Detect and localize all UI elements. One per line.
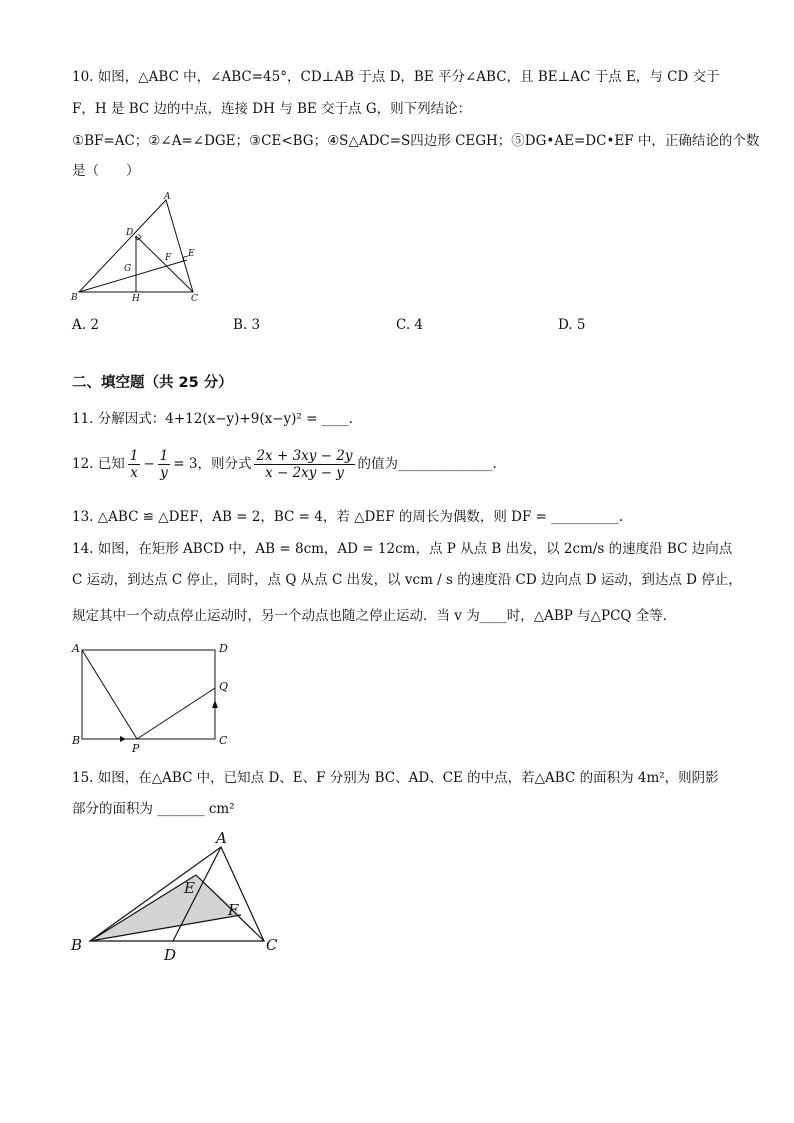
q12-prefix: 12. 已知 xyxy=(72,456,125,472)
q10-label-d: D xyxy=(126,228,134,238)
q10-label-g: G xyxy=(124,264,132,274)
q12-frac-3: $\frac{2x + 3xy - 2y}{x - 2xy - y}$ xyxy=(256,448,353,481)
q10-label-f: F xyxy=(165,253,172,263)
q12-minus: − xyxy=(143,456,155,472)
q15-label-b: B xyxy=(71,936,83,954)
q12-text xyxy=(72,448,497,481)
q15-label-d: D xyxy=(164,946,177,964)
q10-label-e: E xyxy=(188,249,195,259)
q15-figure xyxy=(66,826,296,966)
q11-text: 11. 分解因式：4+12(x−y)+9(x−y)² = ____. xyxy=(72,411,354,427)
q10-figure xyxy=(68,190,208,310)
q14-line2: C 运动，到达点 C 停止，同时，点 Q 从点 C 出发，以 vcm / s 的速度沿 CD 边向点 D 运动，到达点 D 停止， xyxy=(72,572,742,588)
q14-label-a: A xyxy=(72,642,80,655)
q10-line1: 10. 如图，△ABC 中，∠ABC=45°，CD⊥AB 于点 D，BE 平分∠ABC，且 BE⊥AC 于点 E，与 CD 交于 xyxy=(72,69,720,85)
q14-label-d: D xyxy=(219,642,228,655)
q15-label-f: F xyxy=(228,901,239,919)
q14-figure xyxy=(66,638,246,756)
q10-line4: 是（ ） xyxy=(72,163,140,179)
q15-line2: 部分的面积为 _______ cm² xyxy=(72,801,235,817)
q10-label-h: H xyxy=(132,294,140,304)
q14-line1: 14. 如图，在矩形 ABCD 中，AB = 8cm，AD = 12cm，点 P 从点 B 出发，以 2cm/s 的速度沿 BC 边向点 xyxy=(72,541,733,557)
q12-suffix: 的值为______________. xyxy=(357,456,497,472)
q12-eq: = 3，则分式 xyxy=(173,456,252,472)
q10-line2: F，H 是 BC 边的中点，连接 DH 与 BE 交于点 G，则下列结论： xyxy=(72,101,472,117)
q15-label-e: E xyxy=(184,879,195,897)
section-title: 二、填空题（共 25 分） xyxy=(72,375,233,391)
q15-line1: 15. 如图，在△ABC 中，已知点 D、E、F 分别为 BC、AD、CE 的中点，若△ABC 的面积为 4m²，则阴影 xyxy=(72,770,719,786)
q12-frac-2: $\frac{1}{y}$ xyxy=(159,448,169,481)
q14-label-b: B xyxy=(72,734,81,747)
q15-label-c: C xyxy=(266,936,278,954)
q15-label-a: A xyxy=(216,829,227,847)
q14-label-p: P xyxy=(132,742,140,755)
q10-option-d[interactable]: D. 5 xyxy=(558,317,586,333)
q12-frac-1: $\frac{1}{x}$ xyxy=(129,448,139,481)
q10-option-b[interactable]: B. 3 xyxy=(233,317,261,333)
q14-label-c: C xyxy=(219,734,228,747)
q13-text: 13. △ABC ≌ △DEF，AB = 2，BC = 4，若 △DEF 的周长为偶数，则 DF = __________. xyxy=(72,509,624,525)
q10-label-b: B xyxy=(71,293,78,303)
q10-label-c: C xyxy=(191,294,198,304)
q10-option-a[interactable]: A. 2 xyxy=(72,317,99,333)
q10-label-a: A xyxy=(164,192,171,202)
q10-line3: ①BF=AC；②∠A=∠DGE；③CE<BG；④S△ADC=S四边形 CEGH；⑤DG•AE=DC•EF 中，正确结论的个数 xyxy=(72,133,760,149)
q14-label-q: Q xyxy=(219,680,229,693)
q14-line3: 规定其中一个动点停止运动时，另一个动点也随之停止运动．当 v 为____时，△ABP 与△PCQ 全等． xyxy=(72,608,677,624)
q10-option-c[interactable]: C. 4 xyxy=(396,317,424,333)
